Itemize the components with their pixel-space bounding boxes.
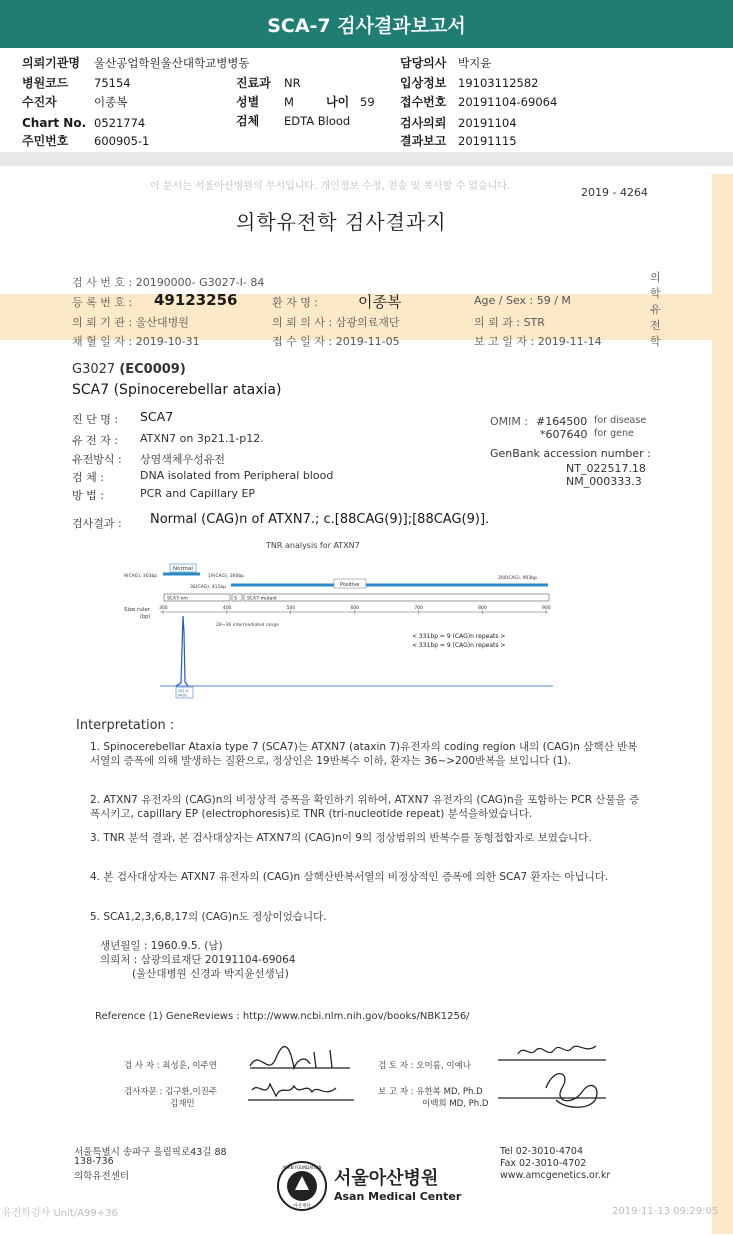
result: Normal (CAG)n of ATXN7.; c.[88CAG(9)];[88CAG(9)]. bbox=[150, 512, 490, 527]
patient-name-label: 환 자 명 : bbox=[272, 296, 319, 309]
separator bbox=[0, 152, 733, 166]
normal-left-label: 9(CAG), 303bp bbox=[124, 574, 158, 579]
signature-2 bbox=[248, 1084, 354, 1100]
reporter: 보 고 자 : 유한복 MD, Ph.D bbox=[378, 1087, 483, 1097]
reviewer-signatures bbox=[496, 1036, 616, 1116]
reported-date: 보 고 일 자 : 2019-11-14 bbox=[474, 335, 602, 348]
tick-label: 300 bbox=[159, 606, 168, 611]
intermediate-label: 28~36 intermediated range bbox=[216, 623, 279, 628]
field-resident-no: 주민번호 600905-1 bbox=[22, 134, 150, 148]
size-ruler-label: Size ruler bbox=[124, 607, 150, 613]
tnr-graph bbox=[118, 536, 563, 708]
address-line-2: 138-736 bbox=[74, 1156, 114, 1167]
box-mutant bbox=[244, 594, 549, 601]
scanned-report bbox=[0, 166, 733, 1236]
inheritance: 상염색체우성유전 bbox=[140, 453, 226, 466]
address-line-3: 의학유전센터 bbox=[74, 1171, 130, 1182]
collection-date: 채 혈 일 자 : 2019-10-31 bbox=[72, 335, 200, 348]
genbank-nm: NM_000333.3 bbox=[566, 475, 642, 488]
interp-3: 3. TNR 분석 결과, 본 검사대상자는 ATXN7의 (CAG)n이 9의 정상범위의 반복수를 동형접합자로 보였습니다. bbox=[90, 832, 592, 844]
method-label: 방 법 : bbox=[72, 489, 104, 502]
requesting-institution: 의 뢰 기 관 : 울산대병원 bbox=[72, 316, 189, 329]
reference: Reference (1) GeneReviews : http://www.ncbi.nlm.nih.gov/books/NBK1256/ bbox=[95, 1011, 470, 1022]
field-receipt-no: 접수번호 20191104-69064 bbox=[400, 95, 558, 109]
peak-label-2: 9432 bbox=[177, 692, 188, 698]
reg-no-label: 등 록 번 호 : bbox=[72, 296, 133, 309]
website: www.amcgenetics.or.kr bbox=[500, 1170, 611, 1181]
interp-5: 5. SCA1,2,3,6,8,17의 (CAG)n도 정상이었습니다. bbox=[90, 911, 327, 923]
fax: Fax 02-3010-4702 bbox=[500, 1158, 587, 1169]
repeat-line-1: < 331bp = 9 (CAG)n repeats > bbox=[412, 633, 506, 640]
positive-left-label: 36(CAG), 411bp bbox=[190, 585, 227, 590]
size-ruler-ticks bbox=[159, 605, 551, 614]
confidential-notice: 이 문서는 서울아산병원의 무서입니다. 개인정보 수정, 전송 및 복사할 수 없습니다. bbox=[150, 181, 511, 192]
requesting-department: 의 뢰 과 : STR bbox=[474, 316, 545, 329]
hospital-logo-english: Asan Medical Center bbox=[334, 1190, 462, 1203]
field-department: 진료과 NR bbox=[236, 76, 301, 90]
requesting-doctor: 의 뢰 의 사 : 삼광의료재단 bbox=[272, 316, 400, 329]
field-institution: 의뢰기관명 울산공업학원울산대학교병병동 bbox=[22, 56, 250, 70]
report-title-bar bbox=[0, 0, 733, 48]
specimen-label: 검 체 : bbox=[72, 471, 104, 484]
birth-date: 생년월일 : 1960.9.5. (남) bbox=[100, 940, 223, 952]
test-code: G3027 (EC0009) bbox=[72, 362, 186, 377]
positive-right-label: 200(CAG), 903bp bbox=[498, 576, 537, 581]
normal-label: Normal bbox=[173, 566, 193, 572]
box-nm-label: SCA7-nm bbox=[167, 596, 188, 602]
footer-timestamp: 2019-11-13 09:29:05 bbox=[612, 1206, 719, 1217]
seal-text: ASAN FOUNDATION bbox=[282, 1165, 322, 1170]
examiner: 검 사 자 : 최성훈, 이주연 bbox=[124, 1061, 217, 1071]
specimen: DNA isolated from Peripheral blood bbox=[140, 469, 334, 482]
report-main-title: 의학유전학 검사결과지 bbox=[236, 210, 447, 234]
gene-label: 유 전 자 : bbox=[72, 434, 119, 447]
genbank-label: GenBank accession number : bbox=[490, 447, 651, 460]
interp-1: 1. Spinocerebellar Ataxia type 7 (SCA7)는 ATXN7 (ataxin 7)유전자의 coding region 내의 (CAG)n 삼핵산 반복서열의 증폭에 의해 발생하는 질환으로, 정상인은 19반복수 이하, 환자는 36~>200반복을 보입니다 (1). bbox=[90, 741, 638, 767]
graph-title: TNR analysis for ATXN7 bbox=[266, 541, 360, 550]
telephone: Tel 02-3010-4704 bbox=[500, 1146, 583, 1157]
reporter-2: 이백희 MD, Ph.D bbox=[422, 1099, 489, 1109]
signature-4 bbox=[498, 1074, 606, 1108]
field-doctor: 담당의사 박지윤 bbox=[400, 56, 492, 70]
bp-label: (bp) bbox=[140, 614, 151, 620]
requester-detail: (울산대병원 신경과 박지윤선생님) bbox=[132, 968, 289, 980]
interp-2: 2. ATXN7 유전자의 (CAG)n의 비정상적 증폭을 확인하기 위하여, ATXN7 유전자의 (CAG)n을 포함하는 PCR 산물을 증폭시키고, capillary EP (electrophoresis)로 TNR (tri-nucleotide repeat) 분석을하였습니다. bbox=[90, 794, 640, 820]
field-chart-no: Chart No. 0521774 bbox=[22, 116, 146, 130]
tick-label: 800 bbox=[478, 606, 487, 611]
field-report-date: 결과보고 20191115 bbox=[400, 134, 517, 148]
box-small-label: S bbox=[234, 596, 237, 602]
inheritance-label: 유전방식 : bbox=[72, 453, 122, 466]
gene: ATXN7 on 3p21.1-p12. bbox=[140, 432, 264, 445]
age-sex: Age / Sex : 59 / M bbox=[474, 294, 571, 307]
hospital-logo-korean: 서울아산병원 bbox=[334, 1168, 439, 1189]
seal-inner-text: 아산재단 bbox=[293, 1204, 311, 1209]
interpretation-title: Interpretation : bbox=[76, 718, 175, 733]
report-title: SCA-7 검사결과보고서 bbox=[267, 14, 466, 37]
signature-3 bbox=[498, 1046, 606, 1060]
exam-number: 검 사 번 호 : 20190000- G3027-I- 84 bbox=[72, 276, 265, 289]
footer-unit: 유전학검사 Unit/A99+36 bbox=[2, 1208, 118, 1219]
tick-label: 700 bbox=[414, 606, 423, 611]
omim-label: OMIM : bbox=[490, 415, 529, 428]
patient-name: 이종복 bbox=[358, 293, 402, 311]
repeat-line-2: < 331bp = 9 (CAG)n repeats > bbox=[412, 642, 506, 649]
patient-header bbox=[0, 48, 733, 152]
omim-gene-note: for gene bbox=[594, 428, 634, 439]
positive-label: Positive bbox=[340, 582, 360, 588]
tick-label: 400 bbox=[222, 606, 232, 611]
field-specimen: 검체 EDTA Blood bbox=[236, 114, 351, 128]
signature-1 bbox=[250, 1047, 350, 1068]
omim-gene: *607640 bbox=[540, 428, 588, 441]
reg-no: 49123256 bbox=[154, 291, 238, 309]
omim-disease-note: for disease bbox=[594, 415, 647, 426]
examiner-signatures bbox=[240, 1038, 360, 1112]
diagnosis: SCA7 bbox=[140, 409, 174, 424]
document-number: 2019 - 4264 bbox=[581, 186, 648, 199]
field-clinical-info: 입상정보 19103112582 bbox=[400, 76, 539, 90]
tick-label: 600 bbox=[350, 606, 360, 611]
received-date: 접 수 일 자 : 2019-11-05 bbox=[272, 335, 400, 348]
tick-label: 500 bbox=[286, 606, 296, 611]
result-label: 검사결과 : bbox=[72, 517, 122, 530]
reviewer: 검 토 자 : 오이름, 이예나 bbox=[378, 1061, 471, 1071]
electropherogram-peak bbox=[176, 616, 188, 686]
omim-disease: #164500 bbox=[536, 415, 588, 428]
exam-advisor-2: 김재민 bbox=[170, 1099, 195, 1109]
highlight-strip bbox=[712, 174, 733, 1234]
address-line-1: 서울특별시 송파구 올림픽로43길 88 bbox=[74, 1147, 227, 1158]
requester: 의뢰처 : 삼광의료재단 20191104-69064 bbox=[100, 954, 296, 966]
method: PCR and Capillary EP bbox=[140, 487, 256, 500]
tick-label: 900 bbox=[542, 606, 551, 611]
normal-right-label: 19(CAG), 360bp bbox=[208, 574, 245, 579]
box-mutant-label: SCA7-mutant bbox=[247, 596, 277, 602]
field-hospital-code: 병원코드 75154 bbox=[22, 76, 131, 90]
interp-4: 4. 본 검사대상자는 ATXN7 유전자의 (CAG)n 삼핵산반복서열의 비정상적인 증폭에 의한 SCA7 환자는 아닙니다. bbox=[90, 871, 609, 883]
asan-foundation-seal bbox=[276, 1160, 328, 1212]
genbank-nt: NT_022517.18 bbox=[566, 462, 646, 475]
test-name: SCA7 (Spinocerebellar ataxia) bbox=[72, 382, 282, 398]
field-patient: 수진자 이종복 bbox=[22, 95, 128, 109]
side-label: 의학유전학 bbox=[650, 271, 661, 348]
diagnosis-label: 진 단 명 : bbox=[72, 413, 119, 426]
field-request-date: 검사의뢰 20191104 bbox=[400, 116, 517, 130]
peak-label-1: 331.0 bbox=[177, 688, 189, 693]
exam-advisor: 검사자문 : 김구환,이진주 bbox=[124, 1087, 218, 1097]
field-sex: 성별 M 나이 59 bbox=[236, 95, 375, 109]
